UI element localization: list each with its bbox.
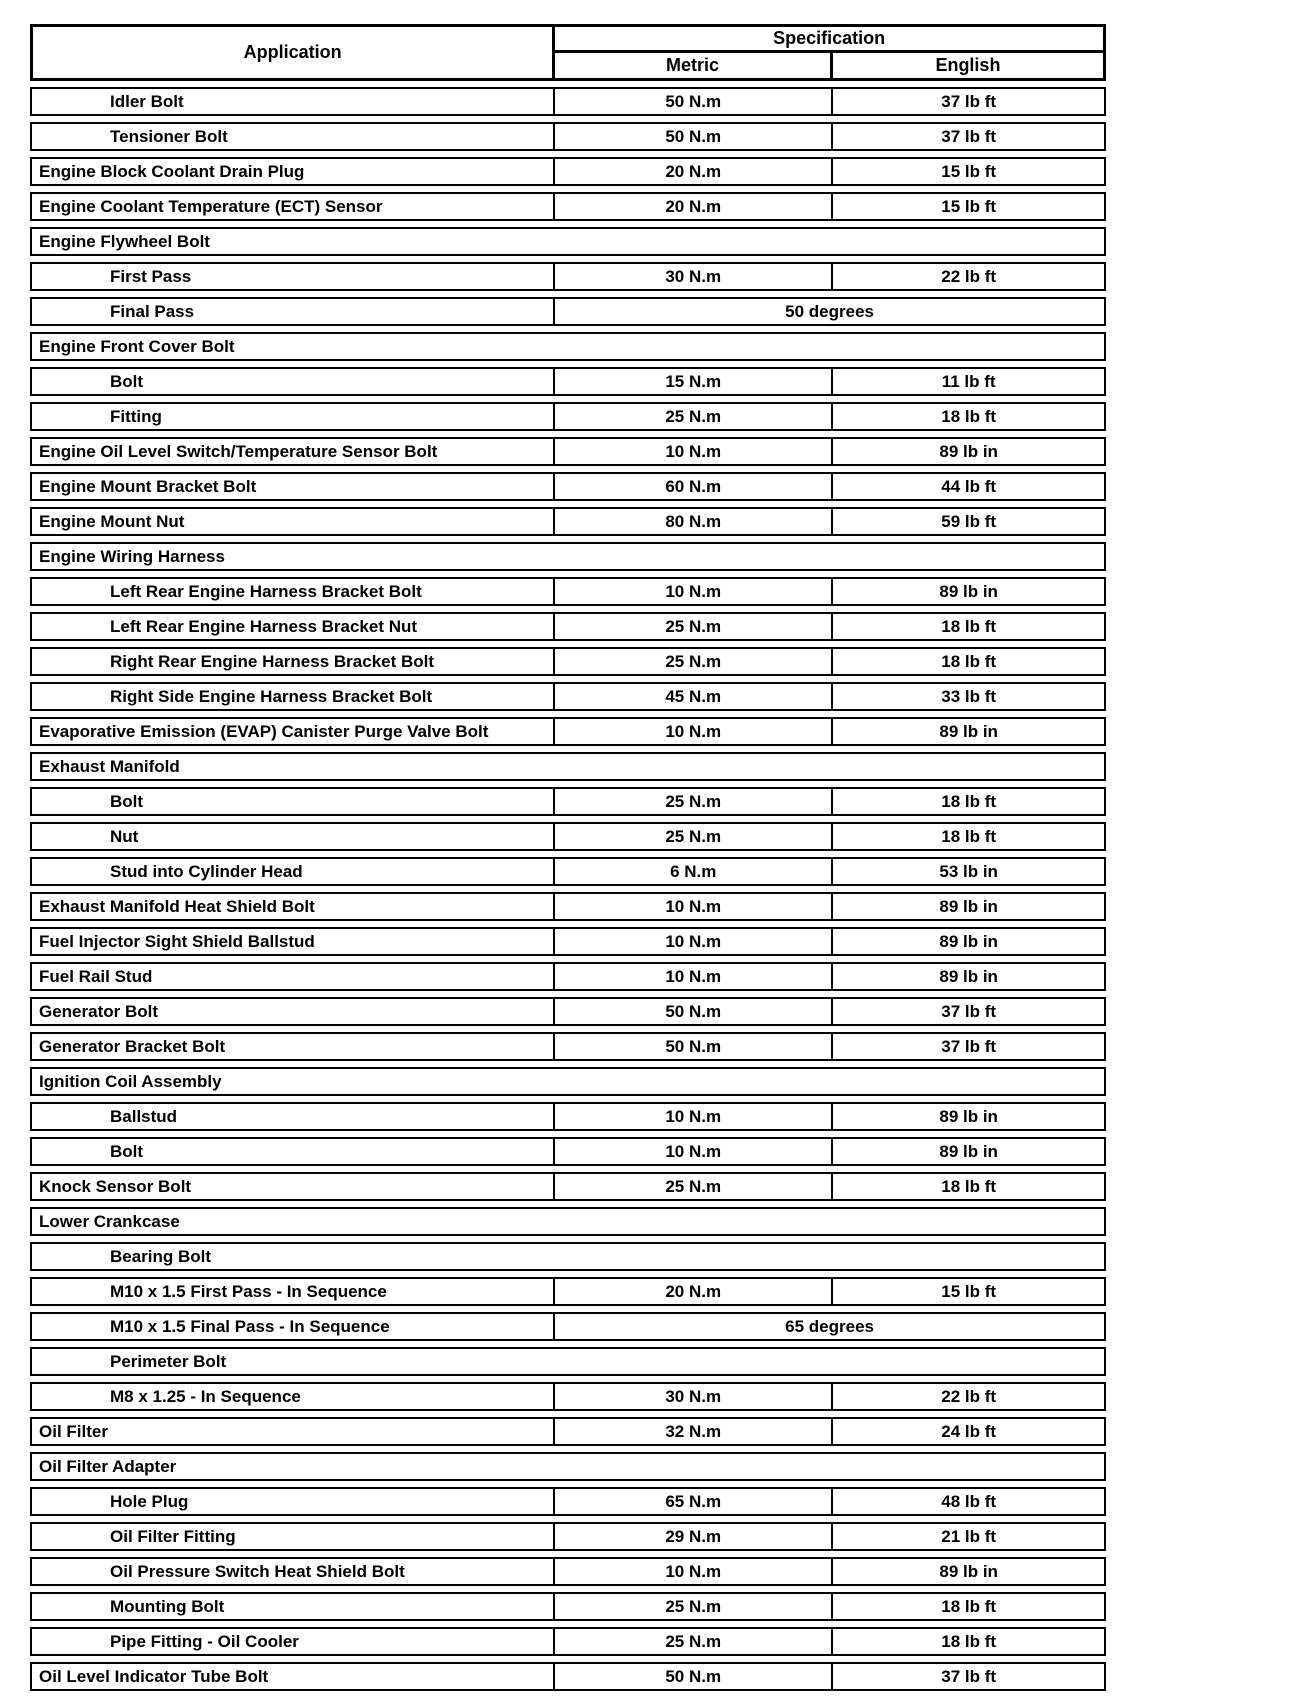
english-cell: 18 lb ft xyxy=(941,406,997,426)
english-cell: 89 lb in xyxy=(939,896,998,916)
application-cell: Generator Bracket Bolt xyxy=(32,1034,555,1059)
application-cell: Tensioner Bolt xyxy=(32,124,555,149)
metric-cell: 60 N.m xyxy=(555,474,833,499)
table-row xyxy=(30,1032,1106,1061)
english-cell: 89 lb in xyxy=(939,1141,998,1161)
metric-cell: 10 N.m xyxy=(555,929,833,954)
metric-cell: 32 N.m xyxy=(555,1419,833,1444)
metric-cell: 10 N.m xyxy=(555,719,833,744)
section-label: Exhaust Manifold xyxy=(39,756,180,776)
english-header: English xyxy=(935,55,1001,75)
table-row xyxy=(30,1382,1106,1411)
english-cell: 44 lb ft xyxy=(941,476,997,496)
application-cell: Oil Pressure Switch Heat Shield Bolt xyxy=(32,1559,555,1584)
section-label: Bearing Bolt xyxy=(110,1246,212,1266)
table-row xyxy=(30,577,1106,606)
application-cell: Engine Coolant Temperature (ECT) Sensor xyxy=(32,194,555,219)
metric-cell: 10 N.m xyxy=(555,579,833,604)
table-row xyxy=(30,927,1106,956)
application-cell: M8 x 1.25 - In Sequence xyxy=(32,1384,555,1409)
section-label: Engine Front Cover Bolt xyxy=(39,336,235,356)
section-row xyxy=(30,1207,1106,1236)
metric-cell: 25 N.m xyxy=(555,404,833,429)
english-cell: 15 lb ft xyxy=(941,161,997,181)
english-cell: 37 lb ft xyxy=(941,1036,997,1056)
application-cell: Ballstud xyxy=(32,1104,555,1129)
english-cell: 18 lb ft xyxy=(941,1596,997,1616)
application-cell: Nut xyxy=(32,824,555,849)
english-cell: 89 lb in xyxy=(939,581,998,601)
application-cell: Bolt xyxy=(32,369,555,394)
section-row xyxy=(30,227,1106,256)
application-cell: Engine Oil Level Switch/Temperature Sensor Bolt xyxy=(32,439,555,464)
english-cell: 37 lb ft xyxy=(941,1666,997,1686)
section-row xyxy=(30,1067,1106,1096)
metric-cell: 50 N.m xyxy=(555,999,833,1024)
application-cell: Evaporative Emission (EVAP) Canister Purge Valve Bolt xyxy=(32,719,555,744)
english-cell: 15 lb ft xyxy=(941,196,997,216)
metric-cell: 25 N.m xyxy=(555,1174,833,1199)
application-cell: Oil Filter Fitting xyxy=(32,1524,555,1549)
metric-header: Metric xyxy=(555,53,833,78)
application-cell: Mounting Bolt xyxy=(32,1594,555,1619)
application-cell: Fitting xyxy=(32,404,555,429)
table-row xyxy=(30,1592,1106,1621)
section-label: Engine Wiring Harness xyxy=(39,546,225,566)
metric-cell: 45 N.m xyxy=(555,684,833,709)
metric-cell: 50 N.m xyxy=(555,124,833,149)
table-row xyxy=(30,1557,1106,1586)
table-row xyxy=(30,822,1106,851)
english-cell: 53 lb in xyxy=(939,861,998,881)
table-row xyxy=(30,1312,1106,1341)
table-row xyxy=(30,472,1106,501)
table-row xyxy=(30,682,1106,711)
english-cell: 22 lb ft xyxy=(941,1386,997,1406)
table-row xyxy=(30,157,1106,186)
table-header xyxy=(30,24,1106,81)
english-cell: 89 lb in xyxy=(939,441,998,461)
application-cell: Bolt xyxy=(32,1139,555,1164)
metric-cell: 50 N.m xyxy=(555,1034,833,1059)
metric-cell: 50 N.m xyxy=(555,1664,833,1689)
specification-header-group xyxy=(555,27,1103,78)
spec-subheaders xyxy=(555,53,1103,78)
metric-cell: 10 N.m xyxy=(555,1559,833,1584)
english-cell: 89 lb in xyxy=(939,931,998,951)
section-row xyxy=(30,1452,1106,1481)
table-row xyxy=(30,1172,1106,1201)
application-cell: Engine Block Coolant Drain Plug xyxy=(32,159,555,184)
section-row xyxy=(30,752,1106,781)
metric-cell: 25 N.m xyxy=(555,614,833,639)
table-row xyxy=(30,1662,1106,1691)
table-row xyxy=(30,997,1106,1026)
english-cell: 59 lb ft xyxy=(941,511,997,531)
english-cell: 18 lb ft xyxy=(941,616,997,636)
application-cell: Stud into Cylinder Head xyxy=(32,859,555,884)
metric-cell: 15 N.m xyxy=(555,369,833,394)
table-row xyxy=(30,122,1106,151)
application-cell: Hole Plug xyxy=(32,1489,555,1514)
application-cell: M10 x 1.5 Final Pass - In Sequence xyxy=(32,1314,555,1339)
application-cell: Oil Level Indicator Tube Bolt xyxy=(32,1664,555,1689)
application-cell: Generator Bolt xyxy=(32,999,555,1024)
english-cell: 33 lb ft xyxy=(941,686,997,706)
english-cell: 89 lb in xyxy=(939,1561,998,1581)
metric-cell: 25 N.m xyxy=(555,1629,833,1654)
application-cell: Fuel Rail Stud xyxy=(32,964,555,989)
table-row xyxy=(30,437,1106,466)
metric-cell: 10 N.m xyxy=(555,1104,833,1129)
table-row xyxy=(30,367,1106,396)
english-cell: 18 lb ft xyxy=(941,791,997,811)
application-cell: Final Pass xyxy=(32,299,555,324)
english-cell: 22 lb ft xyxy=(941,266,997,286)
english-cell: 89 lb in xyxy=(939,1106,998,1126)
application-cell: Idler Bolt xyxy=(32,89,555,114)
table-row xyxy=(30,192,1106,221)
english-cell: 11 lb ft xyxy=(941,371,996,391)
table-row xyxy=(30,87,1106,116)
metric-cell: 10 N.m xyxy=(555,1139,833,1164)
section-row xyxy=(30,542,1106,571)
section-row xyxy=(30,1347,1106,1376)
application-cell: Engine Mount Nut xyxy=(32,509,555,534)
application-cell: Right Rear Engine Harness Bracket Bolt xyxy=(32,649,555,674)
metric-cell: 20 N.m xyxy=(555,159,833,184)
metric-cell: 29 N.m xyxy=(555,1524,833,1549)
metric-cell: 50 N.m xyxy=(555,89,833,114)
metric-cell: 25 N.m xyxy=(555,649,833,674)
table-row xyxy=(30,787,1106,816)
table-row xyxy=(30,857,1106,886)
table-row xyxy=(30,892,1106,921)
table-row xyxy=(30,1522,1106,1551)
metric-cell: 25 N.m xyxy=(555,789,833,814)
section-label: Oil Filter Adapter xyxy=(39,1456,177,1476)
application-cell: Knock Sensor Bolt xyxy=(32,1174,555,1199)
specification-header: Specification xyxy=(555,27,1103,53)
section-label: Lower Crankcase xyxy=(39,1211,180,1231)
application-cell: Engine Mount Bracket Bolt xyxy=(32,474,555,499)
table-row xyxy=(30,1277,1106,1306)
english-cell: 89 lb in xyxy=(939,966,998,986)
metric-cell: 25 N.m xyxy=(555,824,833,849)
section-label: Ignition Coil Assembly xyxy=(39,1071,222,1091)
metric-cell: 6 N.m xyxy=(555,859,833,884)
metric-cell: 80 N.m xyxy=(555,509,833,534)
section-label: Engine Flywheel Bolt xyxy=(39,231,210,251)
span-value-cell: 50 degrees xyxy=(785,301,874,321)
table-row xyxy=(30,402,1106,431)
english-cell: 18 lb ft xyxy=(941,826,997,846)
english-cell: 89 lb in xyxy=(939,721,998,741)
english-cell: 37 lb ft xyxy=(941,1001,997,1021)
table-row xyxy=(30,1102,1106,1131)
section-row xyxy=(30,332,1106,361)
metric-cell: 10 N.m xyxy=(555,894,833,919)
span-value-cell: 65 degrees xyxy=(785,1316,874,1336)
english-cell: 18 lb ft xyxy=(941,651,997,671)
metric-cell: 20 N.m xyxy=(555,194,833,219)
table-row xyxy=(30,1417,1106,1446)
table-row xyxy=(30,1487,1106,1516)
english-cell: 15 lb ft xyxy=(941,1281,997,1301)
english-cell: 37 lb ft xyxy=(941,91,997,111)
metric-cell: 30 N.m xyxy=(555,264,833,289)
application-cell: Fuel Injector Sight Shield Ballstud xyxy=(32,929,555,954)
table-row xyxy=(30,297,1106,326)
table-row xyxy=(30,1137,1106,1166)
application-cell: Right Side Engine Harness Bracket Bolt xyxy=(32,684,555,709)
english-cell: 24 lb ft xyxy=(941,1421,997,1441)
section-label: Perimeter Bolt xyxy=(110,1351,227,1371)
application-cell: Exhaust Manifold Heat Shield Bolt xyxy=(32,894,555,919)
english-cell: 21 lb ft xyxy=(941,1526,997,1546)
application-cell: Oil Filter xyxy=(32,1419,555,1444)
table-row xyxy=(30,717,1106,746)
application-header: Application xyxy=(33,27,555,78)
table-row xyxy=(30,262,1106,291)
table-row xyxy=(30,647,1106,676)
section-row xyxy=(30,1242,1106,1271)
english-cell: 48 lb ft xyxy=(941,1491,997,1511)
table-row xyxy=(30,1627,1106,1656)
metric-cell: 10 N.m xyxy=(555,439,833,464)
application-cell: First Pass xyxy=(32,264,555,289)
torque-spec-table xyxy=(30,24,1106,1697)
metric-cell: 30 N.m xyxy=(555,1384,833,1409)
english-cell: 18 lb ft xyxy=(941,1631,997,1651)
table-row xyxy=(30,962,1106,991)
metric-cell: 25 N.m xyxy=(555,1594,833,1619)
application-cell: Pipe Fitting - Oil Cooler xyxy=(32,1629,555,1654)
application-cell: Left Rear Engine Harness Bracket Nut xyxy=(32,614,555,639)
table-row xyxy=(30,612,1106,641)
english-cell: 18 lb ft xyxy=(941,1176,997,1196)
application-cell: Bolt xyxy=(32,789,555,814)
table-row xyxy=(30,507,1106,536)
metric-cell: 20 N.m xyxy=(555,1279,833,1304)
metric-cell: 65 N.m xyxy=(555,1489,833,1514)
application-cell: Left Rear Engine Harness Bracket Bolt xyxy=(32,579,555,604)
table-rows xyxy=(30,87,1106,1691)
application-cell: M10 x 1.5 First Pass - In Sequence xyxy=(32,1279,555,1304)
metric-cell: 10 N.m xyxy=(555,964,833,989)
english-cell: 37 lb ft xyxy=(941,126,997,146)
